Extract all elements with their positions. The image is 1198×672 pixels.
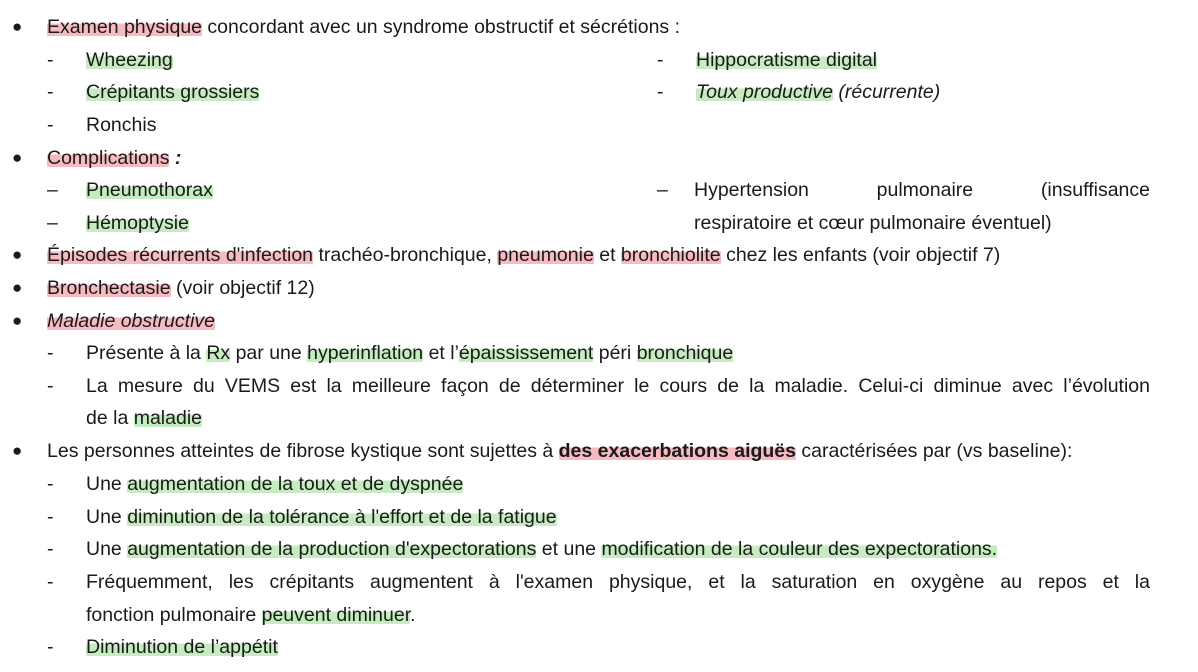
- text: .: [410, 604, 416, 626]
- dash-icon: -: [657, 49, 664, 71]
- emdash-icon: –: [657, 179, 668, 201]
- dash-icon: -: [47, 636, 54, 658]
- text: Présente à la: [86, 342, 207, 364]
- text: péri: [593, 342, 637, 364]
- highlight-green: peuvent diminuer: [261, 604, 411, 626]
- bullet-5-text: [47, 308, 215, 334]
- dash-icon: -: [47, 81, 54, 103]
- highlight-green: Hippocratisme digital: [696, 49, 877, 71]
- item-frequemment-line2: [86, 602, 416, 628]
- text: et l’: [423, 342, 459, 364]
- item-hippocratisme: [696, 47, 877, 73]
- dash-icon: -: [657, 81, 664, 103]
- text: par une: [230, 342, 308, 364]
- bullet-icon: ●: [12, 245, 23, 264]
- item-hypertension-line1: [694, 177, 1150, 203]
- item-toux: [696, 79, 940, 105]
- bullet-icon: ●: [12, 441, 23, 460]
- bullet-icon: ●: [12, 17, 23, 36]
- text: Une: [86, 538, 128, 560]
- text: Hypertension pulmonaire (insuffisance: [694, 179, 1150, 201]
- bullet-2-text: [47, 145, 181, 171]
- highlight-green: bronchique: [636, 342, 734, 364]
- text: :: [169, 147, 182, 169]
- text: de la: [86, 407, 134, 429]
- highlight-green: diminution de la tolérance à l'effort et de la fatigue: [127, 506, 557, 528]
- item-appetit: [86, 634, 278, 660]
- highlight-red: Épisodes récurrents d'infection: [47, 244, 314, 266]
- highlight-green: Wheezing: [86, 49, 173, 71]
- bullet-icon: ●: [12, 311, 23, 330]
- text: (voir objectif 12): [170, 277, 315, 299]
- dash-icon: -: [47, 375, 54, 397]
- item-vems-line2: [86, 405, 202, 431]
- dash-icon: -: [47, 506, 54, 528]
- highlight-red: pneumonie: [497, 244, 594, 266]
- bullet-1-text: [47, 14, 680, 40]
- highlight-green: Pneumothorax: [86, 179, 213, 201]
- text: et: [593, 244, 621, 266]
- item-expectorations: [86, 536, 997, 562]
- highlight-green: augmentation de la production d'expectorations: [127, 538, 537, 560]
- item-hemoptysie: [86, 210, 189, 236]
- bullet-icon: ●: [12, 148, 23, 167]
- text: Une: [86, 506, 128, 528]
- text: Ronchis: [86, 114, 157, 136]
- text: Les personnes atteintes de fibrose kystique sont sujettes à: [47, 440, 559, 462]
- highlight-red: Examen physique: [47, 16, 203, 38]
- highlight-green: hyperinflation: [307, 342, 424, 364]
- item-frequemment-line1: [86, 569, 1150, 595]
- highlight-green: Hémoptysie: [86, 212, 189, 234]
- highlight-green: Toux productive: [696, 81, 833, 103]
- emdash-icon: –: [47, 212, 58, 234]
- highlight-red: Maladie obstructive: [47, 310, 215, 332]
- highlight-red: des exacerbations aiguës: [558, 440, 797, 462]
- highlight-green: Crépitants grossiers: [86, 81, 260, 103]
- text: respiratoire et cœur pulmonaire éventuel): [694, 212, 1052, 234]
- bullet-6-text: [47, 438, 1072, 464]
- text: Fréquemment, les crépitants augmentent à l'examen physique, et la saturation en oxygène au repos et la: [86, 571, 1150, 593]
- text: Une: [86, 473, 128, 495]
- text: (récurrente): [832, 81, 941, 103]
- text: caractérisées par (vs baseline):: [796, 440, 1073, 462]
- dash-icon: -: [47, 571, 54, 593]
- text: trachéo-bronchique,: [313, 244, 498, 266]
- dash-icon: -: [47, 538, 54, 560]
- emdash-icon: –: [47, 179, 58, 201]
- highlight-red: bronchiolite: [620, 244, 721, 266]
- text: chez les enfants (voir objectif 7): [720, 244, 1001, 266]
- highlight-red: Bronchectasie: [47, 277, 171, 299]
- item-hypertension-line2: [694, 210, 1052, 236]
- text: La mesure du VEMS est la meilleure façon de déterminer le cours de la maladie. Celui-ci diminue avec l’évolution: [86, 375, 1150, 397]
- text: fonction pulmonaire: [86, 604, 262, 626]
- item-ronchis: [86, 112, 156, 138]
- dash-icon: -: [47, 114, 54, 136]
- item-augmentation-toux: [86, 471, 463, 497]
- text: concordant avec un syndrome obstructif et sécrétions :: [202, 16, 681, 38]
- bullet-3-text: [47, 242, 1000, 268]
- highlight-green: maladie: [133, 407, 202, 429]
- highlight-green: augmentation de la toux et de dyspnée: [127, 473, 464, 495]
- dash-icon: -: [47, 49, 54, 71]
- item-crepitants: [86, 79, 259, 105]
- item-wheezing: [86, 47, 173, 73]
- item-presente-rx: [86, 340, 733, 366]
- item-pneumothorax: [86, 177, 213, 203]
- highlight-red: Complications: [47, 147, 170, 169]
- dash-icon: -: [47, 473, 54, 495]
- highlight-green: Diminution de l’appétit: [86, 636, 278, 658]
- highlight-green: épaississement: [458, 342, 594, 364]
- text: et une: [536, 538, 602, 560]
- bullet-icon: ●: [12, 278, 23, 297]
- bullet-4-text: [47, 275, 315, 301]
- item-diminution-tolerance: [86, 504, 557, 530]
- dash-icon: -: [47, 342, 54, 364]
- highlight-green: modification de la couleur des expectorations.: [601, 538, 998, 560]
- highlight-green: Rx: [206, 342, 231, 364]
- item-vems-line1: [86, 373, 1150, 399]
